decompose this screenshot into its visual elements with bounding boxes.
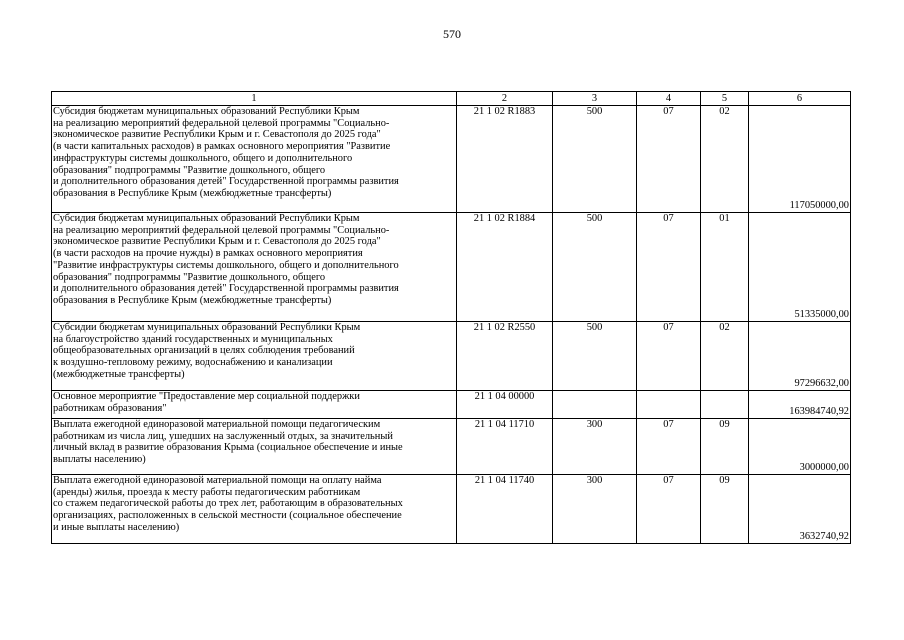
row-sum: 97296632,00 [749,322,851,391]
row-code: 21 1 02 R2550 [457,322,553,391]
row-rz: 07 [637,106,701,213]
row-name: Выплата ежегодной единоразовой материальной помощи на оплату найма (аренды) жилья, проезда к месту работы педагогическим работникам со стажем педагогической работы до трех лет, работающим в образовательных организациях, расположенных в сельской местности (социальное обеспечение и иные выплаты населению) [52,475,457,544]
row-pr: 02 [701,322,749,391]
header-col-2: 2 [457,92,553,106]
header-col-6: 6 [749,92,851,106]
header-col-1: 1 [52,92,457,106]
row-sum: 3632740,92 [749,475,851,544]
row-code: 21 1 04 11740 [457,475,553,544]
table-row [52,106,851,213]
header-col-3: 3 [553,92,637,106]
row-rz: 07 [637,322,701,391]
row-sum: 163984740,92 [749,391,851,419]
row-pr: 09 [701,419,749,475]
header-col-5: 5 [701,92,749,106]
page-number: 570 [443,27,461,41]
row-pr: 02 [701,106,749,213]
row-sum: 3000000,00 [749,419,851,475]
row-pr: 09 [701,475,749,544]
table-row [52,322,851,391]
row-rz: 07 [637,213,701,322]
row-vr [553,391,637,419]
row-sum: 117050000,00 [749,106,851,213]
table-row [52,213,851,322]
row-pr: 01 [701,213,749,322]
table-row [52,419,851,475]
row-vr: 300 [553,419,637,475]
row-vr: 500 [553,213,637,322]
row-code: 21 1 02 R1883 [457,106,553,213]
row-pr [701,391,749,419]
row-vr: 300 [553,475,637,544]
row-vr: 500 [553,322,637,391]
row-rz: 07 [637,419,701,475]
row-rz: 07 [637,475,701,544]
row-code: 21 1 02 R1884 [457,213,553,322]
header-col-4: 4 [637,92,701,106]
table-header-row [52,92,851,106]
row-code: 21 1 04 11710 [457,419,553,475]
row-sum: 51335000,00 [749,213,851,322]
budget-table [51,91,851,544]
row-rz [637,391,701,419]
row-vr: 500 [553,106,637,213]
row-name: Выплата ежегодной единоразовой материальной помощи педагогическим работникам из числа лиц, ушедших на заслуженный отдых, за значительный личный вклад в развитие образования Крыма (социальное обеспечение и иные выплаты населению) [52,419,457,475]
row-name: Субсидии бюджетам муниципальных образований Республики Крым на благоустройство зданий государственных и муниципальных общеобразовательных организаций в целях соблюдения требований к воздушно-тепловому режиму, водоснабжению и канализации (межбюджетные трансферты) [52,322,457,391]
table-row [52,391,851,419]
table-row [52,475,851,544]
row-name: Основное мероприятие "Предоставление мер социальной поддержки работникам образования" [52,391,457,419]
row-code: 21 1 04 00000 [457,391,553,419]
row-name: Субсидия бюджетам муниципальных образований Республики Крым на реализацию мероприятий федеральной целевой программы "Социально- экономическое развитие Республики Крым и г. Севастополя до 2025 года" (в части капитальных расходов) в рамках основного мероприятия "Развитие инфраструктуры системы дошкольного, общего и дополнительного образования" подпрограммы "Развитие дошкольного, общего и дополнительного образования детей" Государственной программы развития образования в Республике Крым (межбюджетные трансферты) [52,106,457,213]
row-name: Субсидия бюджетам муниципальных образований Республики Крым на реализацию мероприятий федеральной целевой программы "Социально- экономическое развитие Республики Крым и г. Севастополя до 2025 года" (в части расходов на прочие нужды) в рамках основного мероприятия "Развитие инфраструктуры системы дошкольного, общего и дополнительного образования" подпрограммы "Развитие дошкольного, общего и дополнительного образования детей" Государственной программы развития образования в Республике Крым (межбюджетные трансферты) [52,213,457,322]
